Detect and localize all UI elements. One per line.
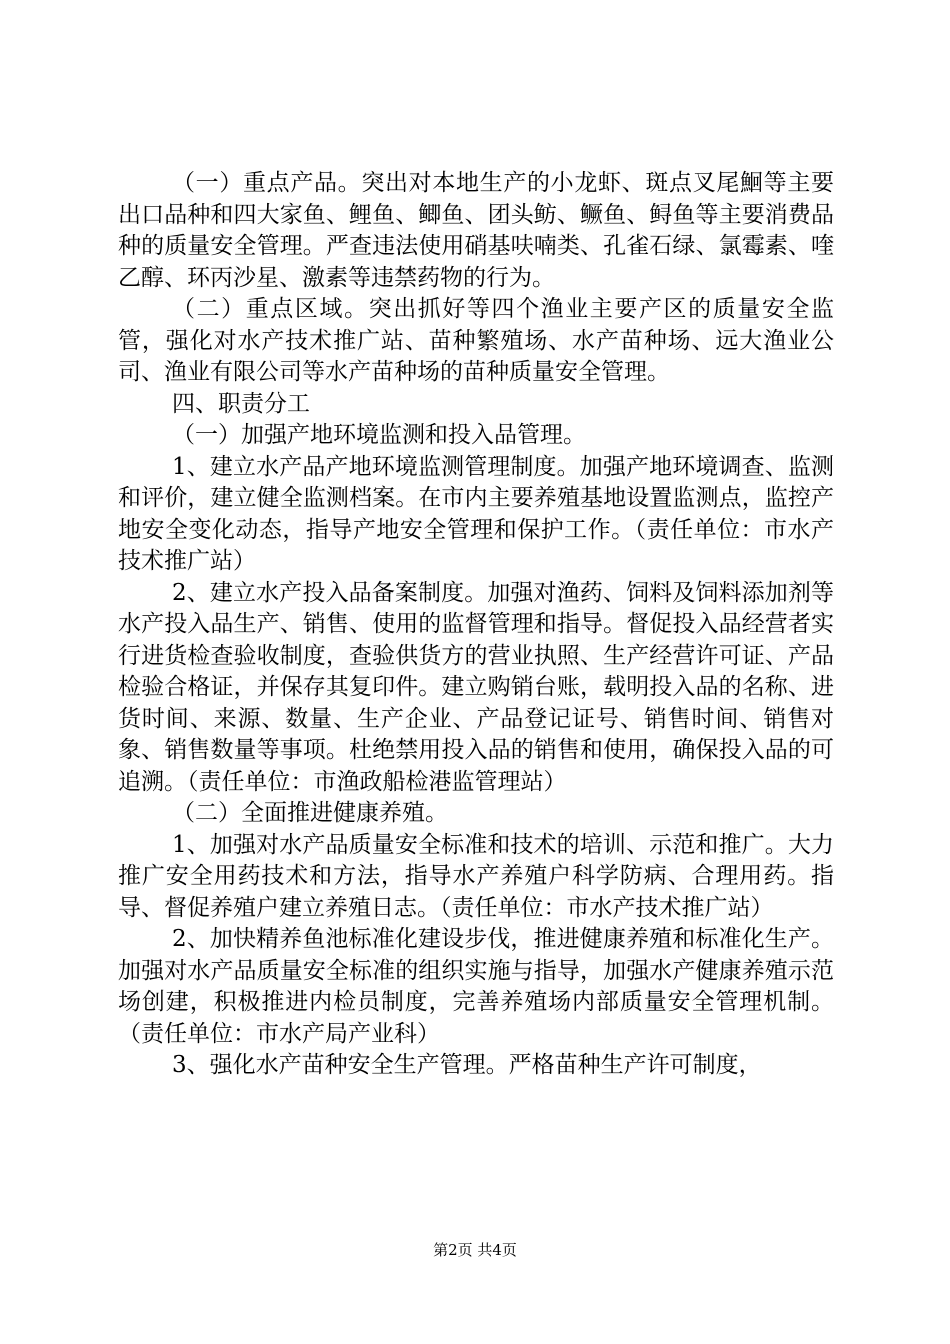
paragraph-input-registration: 2、建立水产投入品备案制度。加强对渔药、饲料及饲料添加剂等水产投入品生产、销售、使用的监督管理和指导。督促投入品经营者实行进货检查验收制度，查验供货方的营业执照、生产经营许可证、产品检验合格证，并保存其复印件。建立购销台账，载明投入品的名称、进货时间、来源、数量、生产企业、产品登记证号、销售时间、销售对象、销售数量等事项。杜绝禁用投入品的销售和使用，确保投入品的可追溯。（责任单位：市渔政船检港监管理站）: [118, 579, 834, 795]
paragraph-environment-monitoring: 1、建立水产品产地环境监测管理制度。加强产地环境调查、监测和评价，建立健全监测档案。在市内主要养殖基地设置监测点，监控产地安全变化动态，指导产地安全管理和保护工作。（责任单位：市水产技术推广站）: [118, 453, 834, 574]
paragraph-seedling-management: 3、强化水产苗种安全生产管理。严格苗种生产许可制度，: [172, 1052, 762, 1078]
document-body: [118, 168, 834, 1082]
paragraph-training: 1、加强对水产品质量安全标准和技术的培训、示范和推广。大力推广安全用药技术和方法，指导水产养殖户科学防病、合理用药。指导、督促养殖户建立养殖日志。（责任单位：市水产技术推广站）: [118, 831, 834, 921]
subsection-heading-environment: （一）加强产地环境监测和投入品管理。: [172, 422, 586, 448]
section-heading-responsibilities: 四、职责分工: [172, 390, 310, 417]
paragraph-key-regions: （二）重点区域。突出抓好等四个渔业主要产区的质量安全监管，强化对水产技术推广站、苗种繁殖场、水产苗种场、远大渔业公司、渔业有限公司等水产苗种场的苗种质量安全管理。: [118, 296, 834, 385]
paragraph-key-products: （一）重点产品。突出对本地生产的小龙虾、斑点叉尾鮰等主要出口品种和四大家鱼、鲤鱼、鲫鱼、团头鲂、鳜鱼、鲟鱼等主要消费品种的质量安全管理。严查违法使用硝基呋喃类、孔雀石绿、氯霉素、喹乙醇、环丙沙星、激素等违禁药物的行为。: [118, 170, 834, 291]
page-footer: 第2页 共4页: [433, 1241, 517, 1259]
paragraph-standardization: 2、加快精养鱼池标准化建设步伐，推进健康养殖和标准化生产。加强对水产品质量安全标准的组织实施与指导，加强水产健康养殖示范场创建，积极推进内检员制度，完善养殖场内部质量安全管理机制。（责任单位：市水产局产业科）: [118, 926, 834, 1047]
subsection-heading-healthy-farming: （二）全面推进健康养殖。: [172, 800, 448, 826]
